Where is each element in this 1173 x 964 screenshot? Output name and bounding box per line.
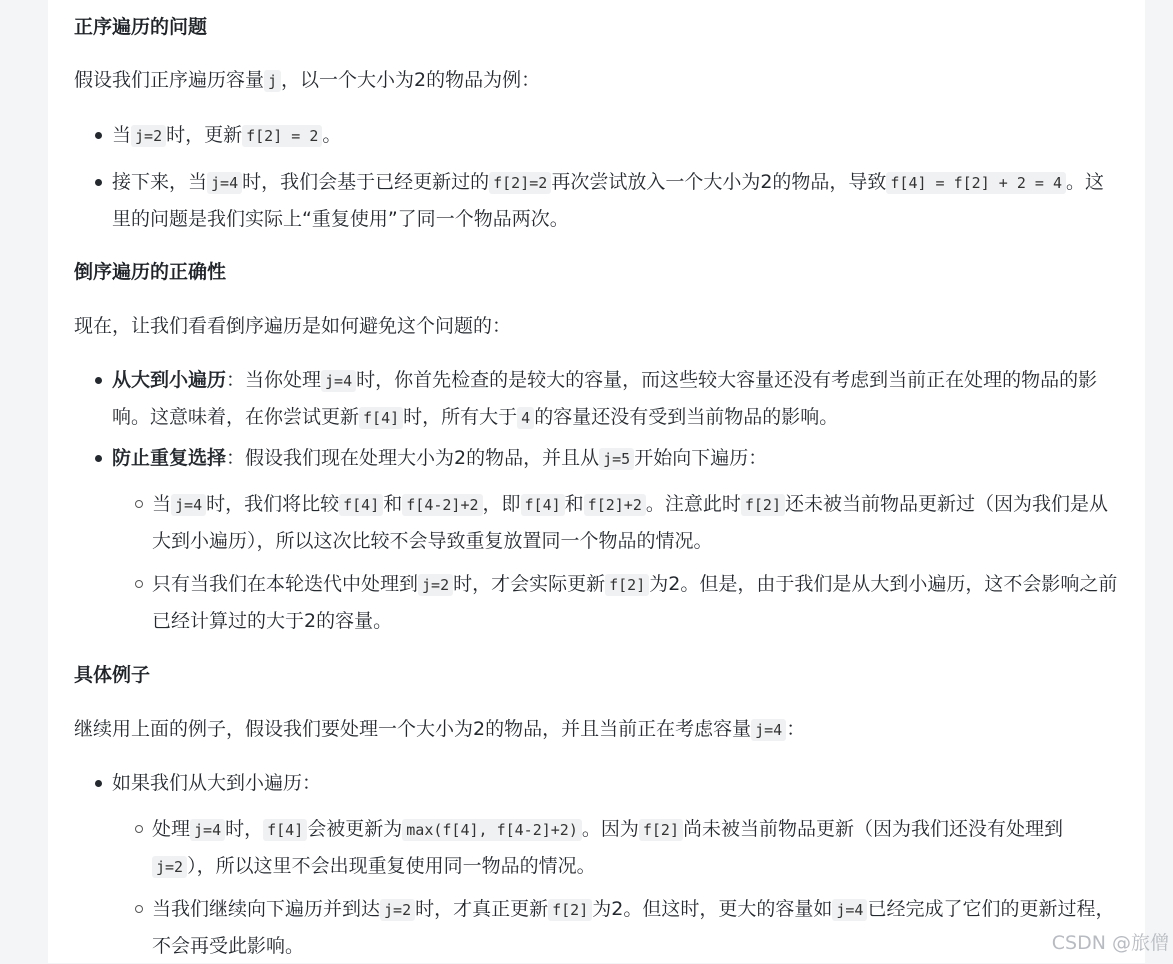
inline-code: j=2 (418, 574, 453, 596)
csdn-watermark: CSDN @旅僧 (1052, 928, 1169, 955)
text: 。注意此时 (646, 493, 741, 515)
inline-code: j=4 (190, 819, 225, 841)
inline-code: f[4] (521, 494, 565, 516)
inline-code: 4 (517, 407, 534, 429)
text: 时，我们会基于已经更新过的 (242, 171, 489, 193)
text: ： (786, 718, 805, 740)
text: 时，所有大于 (403, 406, 517, 428)
list-item (112, 164, 1122, 237)
text: ，即 (483, 493, 521, 515)
text: 。这里的问题是我们实际上“重复使用”了同一个物品两次。 (112, 171, 1104, 230)
sub-list-item (152, 566, 1122, 639)
list-item: 如果我们从大到小遍历： (112, 765, 1122, 801)
text: 假设我们正序遍历容量 (74, 69, 264, 91)
text: 。 (322, 124, 341, 146)
text: 。因为 (582, 818, 639, 840)
text: 时，才真正更新 (415, 898, 548, 920)
text: ：假设我们现在处理大小为2的物品，并且从 (226, 447, 599, 469)
inline-code: f[2] (639, 819, 683, 841)
inline-code: j=4 (321, 370, 356, 392)
inline-code: f[2]=2 (489, 172, 551, 194)
sub-list-item (152, 811, 1122, 885)
inline-code: j (264, 70, 281, 92)
bold-term: 从大到小遍历 (112, 369, 226, 391)
text: ），所以这里不会出现重复使用同一物品的情况。 (187, 855, 596, 877)
text: 当我们继续向下遍历并到达 (152, 898, 380, 920)
bold-term: 防止重复选择 (112, 447, 226, 469)
list-item (112, 117, 1122, 154)
inline-code: f[4-2]+2 (402, 494, 482, 516)
text: 和 (383, 493, 402, 515)
text: 为2。但这时，更大的容量如 (592, 898, 832, 920)
text: ，以一个大小为2的物品为例： (281, 69, 540, 91)
text: 只有当我们在本轮迭代中处理到 (152, 573, 418, 595)
sub-list-item (152, 891, 1122, 964)
text: 时， (225, 818, 263, 840)
inline-code: f[2] = 2 (242, 125, 322, 147)
text: 已经完成了它们的更新过程，不会再受此影响。 (152, 898, 1114, 957)
text: 时，你首先检查的是较大的容量，而这些较大容量还没有考虑到当前正在处理的物品的影响。这意味着，在你尝试更新 (112, 369, 1097, 428)
inline-code: f[4] (359, 407, 403, 429)
sub-list-item (152, 486, 1122, 559)
text: 开始向下遍历： (634, 447, 767, 469)
heading-forward-problem: 正序遍历的问题 (74, 13, 207, 41)
inline-code: j=4 (832, 899, 867, 921)
paragraph-forward-intro (74, 62, 1124, 99)
text: 还未被当前物品更新过（因为我们是从大到小遍历），所以这次比较不会导致重复放置同一个物品的情况。 (152, 493, 1108, 552)
text: 再次尝试放入一个大小为2的物品，导致 (551, 171, 886, 193)
paragraph-example-intro (74, 711, 1124, 748)
inline-code: f[4] (263, 819, 307, 841)
text: 继续用上面的例子，假设我们要处理一个大小为2的物品，并且当前正在考虑容量 (74, 718, 751, 740)
heading-concrete-example: 具体例子 (74, 661, 150, 689)
inline-code: f[2] (548, 899, 592, 921)
text: 处理 (152, 818, 190, 840)
inline-code: j=4 (207, 172, 242, 194)
inline-code: f[4] = f[2] + 2 = 4 (886, 172, 1066, 194)
inline-code: j=2 (131, 125, 166, 147)
text: 接下来，当 (112, 171, 207, 193)
inline-code: max(f[4], f[4-2]+2) (402, 819, 582, 841)
inline-code: j=4 (751, 719, 786, 741)
inline-code: j=4 (171, 494, 206, 516)
list-item (112, 440, 1122, 477)
inline-code: j=2 (152, 856, 187, 878)
heading-reverse-correctness: 倒序遍历的正确性 (74, 258, 226, 286)
text: 当 (152, 493, 171, 515)
inline-code: f[2] (741, 494, 785, 516)
text: 时，才会实际更新 (453, 573, 605, 595)
text: 为2。但是，由于我们是从大到小遍历，这不会影响之前已经计算过的大于2的容量。 (152, 573, 1117, 632)
inline-code: f[2] (605, 574, 649, 596)
text: 当 (112, 124, 131, 146)
list-item (112, 362, 1122, 436)
text: 的容量还没有受到当前物品的影响。 (534, 406, 838, 428)
text: 会被更新为 (307, 818, 402, 840)
article-page (48, 0, 1145, 963)
paragraph-reverse-intro: 现在，让我们看看倒序遍历是如何避免这个问题的： (74, 308, 1124, 344)
text: ：当你处理 (226, 369, 321, 391)
inline-code: j=5 (599, 448, 634, 470)
inline-code: j=2 (380, 899, 415, 921)
inline-code: f[4] (339, 494, 383, 516)
text: 和 (565, 493, 584, 515)
text: 时，我们将比较 (206, 493, 339, 515)
text: 时，更新 (166, 124, 242, 146)
text: 尚未被当前物品更新（因为我们还没有处理到 (683, 818, 1063, 840)
inline-code: f[2]+2 (584, 494, 646, 516)
